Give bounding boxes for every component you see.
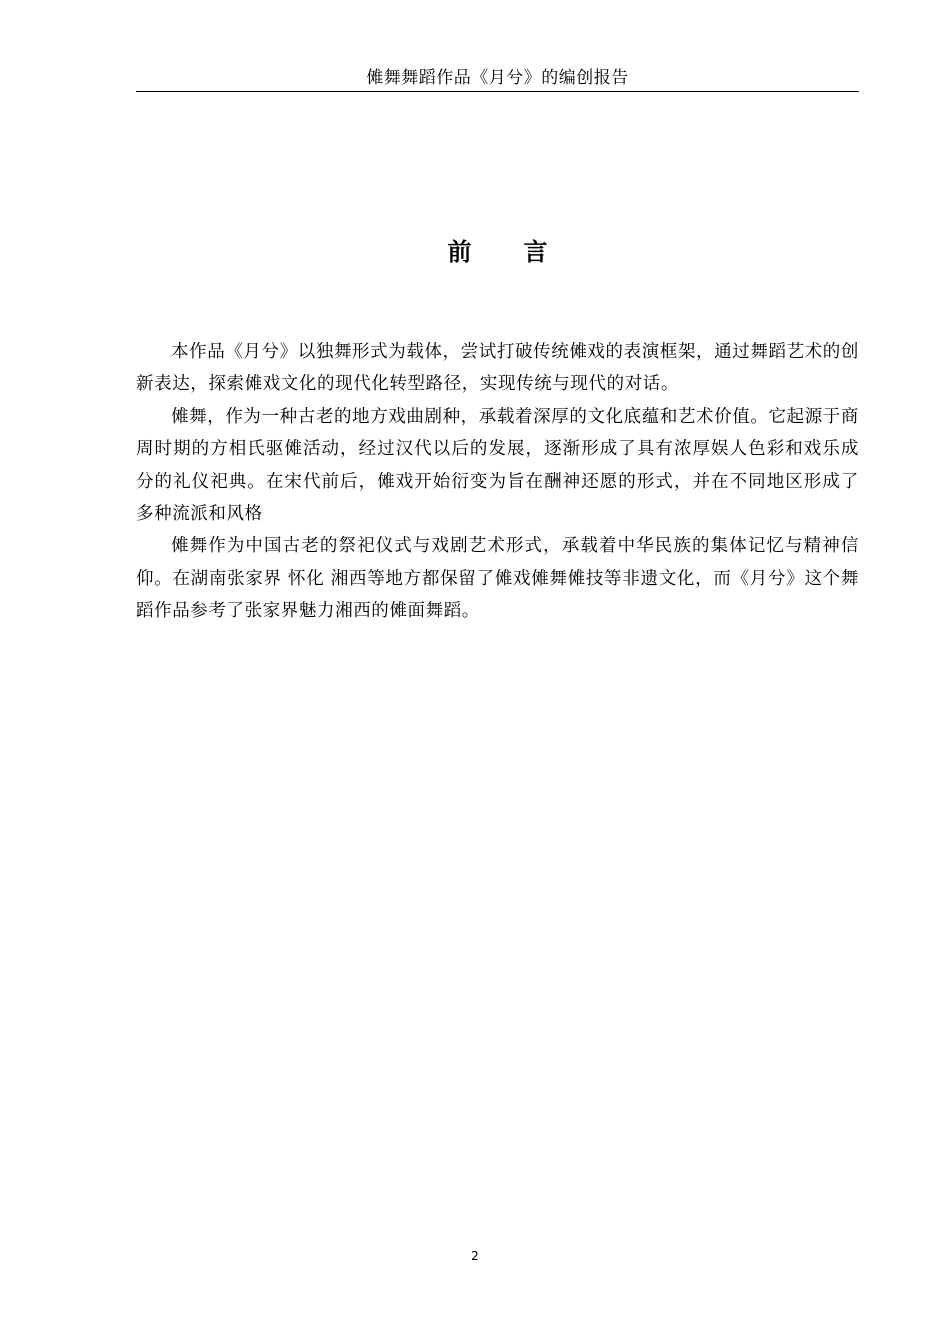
page-number: 2	[471, 1249, 479, 1263]
section-title-char-1: 前	[447, 238, 472, 266]
running-header: 傩舞舞蹈作品《月兮》的编创报告	[366, 68, 629, 88]
section-title-char-2: 言	[523, 238, 548, 266]
paragraph-2: 傩舞，作为一种古老的地方戏曲剧种，承载着深厚的文化底蕴和艺术价值。它起源于商周时期的方相氏驱傩活动，经过汉代以后的发展，逐渐形成了具有浓厚娱人色彩和戏乐成分的礼仪祀典。在宋代前后，傩戏开始衍变为旨在酬神还愿的形式，并在不同地区形成了多种流派和风格	[136, 406, 859, 525]
paragraph-1: 本作品《月兮》以独舞形式为载体，尝试打破传统傩戏的表演框架，通过舞蹈艺术的创新表达，探索傩戏文化的现代化转型路径，实现传统与现代的对话。	[136, 342, 859, 395]
body-text	[136, 336, 859, 628]
paragraph-3: 傩舞作为中国古老的祭祀仪式与戏剧艺术形式，承载着中华民族的集体记忆与精神信仰。在湖南张家界 怀化 湘西等地方都保留了傩戏傩舞傩技等非遗文化，而《月兮》这个舞蹈作品参考了张家界魅力湘西的傩面舞蹈。	[136, 536, 859, 622]
section-title	[136, 234, 859, 270]
header-rule	[136, 91, 859, 92]
